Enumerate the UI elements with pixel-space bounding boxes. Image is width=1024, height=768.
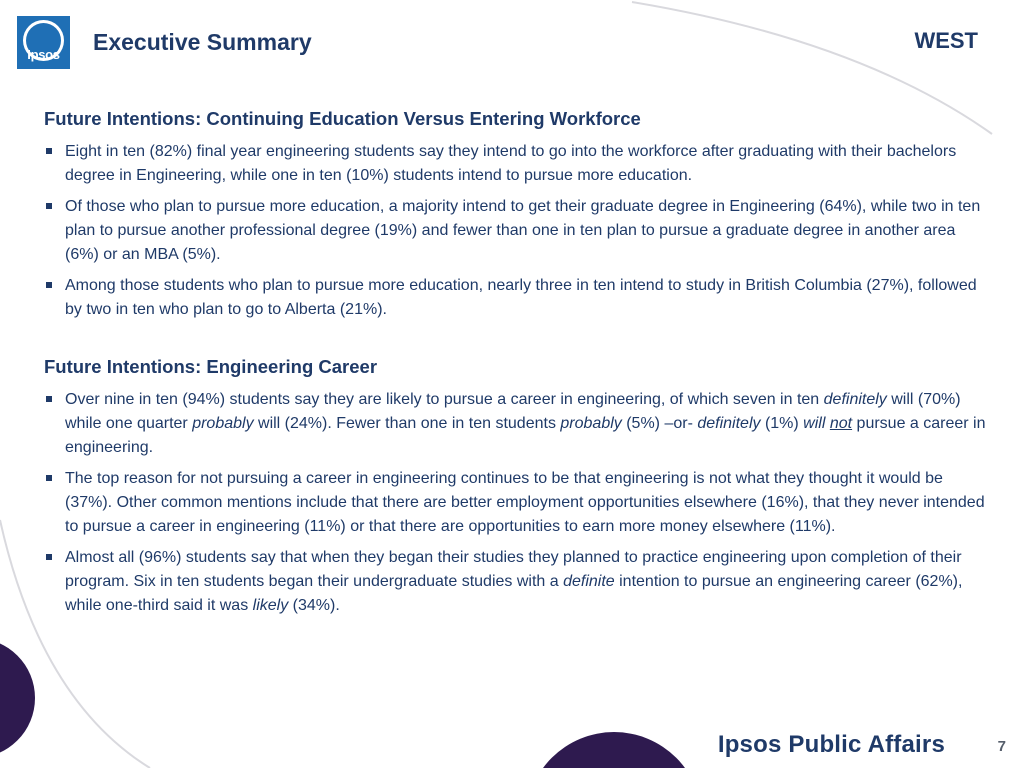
bullet-item: Of those who plan to pursue more education, a majority intend to get their graduate degree in Engineering (64%), while two in ten plan to pursue another professional degree (19%) and fewer than one in ten plan to pursue a graduate degree in another area (6%) or an MBA (5%). [44, 195, 989, 267]
footer-brand: Ipsos Public Affairs [717, 731, 945, 758]
page-number: 7 [997, 738, 1006, 755]
purple-circle-left [0, 638, 35, 758]
bullet-item: The top reason for not pursuing a career in engineering continues to be that engineering is not what they thought it would be (37%). Other common mentions include that there are better employment opportunities elsewhere (16%), that they never intended to pursue a career in engineering (11%) or that there are opportunities to earn more money elsewhere (11%). [44, 467, 989, 539]
content [44, 108, 989, 652]
bullet-item: Among those students who plan to pursue more education, nearly three in ten intend to study in British Columbia (27%), followed by two in ten who plan to go to Alberta (21%). [44, 274, 989, 322]
bullet-item: Eight in ten (82%) final year engineering students say they intend to go into the workforce after graduating with their bachelors degree in Engineering, while one in ten (10%) students intend to pursue more education. [44, 140, 989, 188]
purple-circle-bottom [526, 732, 702, 768]
region-label: WEST [914, 28, 978, 53]
text-run: not [829, 415, 853, 432]
section-education-vs-workforce [44, 108, 989, 322]
bullet-item: Over nine in ten (94%) students say they are likely to pursue a career in engineering, of which seven in ten definitely will (70%) while one quarter probably will (24%). Fewer than one in ten students probably (5%) –or- definitely (1%) will not pursue a career in engineering. [44, 388, 989, 460]
text-run: definitely [823, 391, 887, 408]
ipsos-logo [17, 16, 70, 69]
text-run: likely [252, 597, 289, 614]
section-title: Future Intentions: Engineering Career [44, 356, 378, 377]
section-title: Future Intentions: Continuing Education Versus Entering Workforce [44, 108, 641, 129]
bullet-list [44, 388, 989, 618]
bullet-item: Almost all (96%) students say that when they began their studies they planned to practice engineering upon completion of their program. Six in ten students began their undergraduate studies with a definite intention to pursue an engineering career (62%), while one-third said it was likely (34%). [44, 546, 989, 618]
text-run: probably [560, 415, 622, 432]
section-engineering-career [44, 356, 989, 618]
text-run: will [803, 415, 826, 432]
logo-text: Ipsos [27, 47, 60, 62]
text-run: definitely [697, 415, 761, 432]
text-run: definite [563, 573, 615, 590]
text-run: probably [192, 415, 254, 432]
page-title: Executive Summary [93, 29, 312, 55]
bullet-list [44, 140, 989, 322]
